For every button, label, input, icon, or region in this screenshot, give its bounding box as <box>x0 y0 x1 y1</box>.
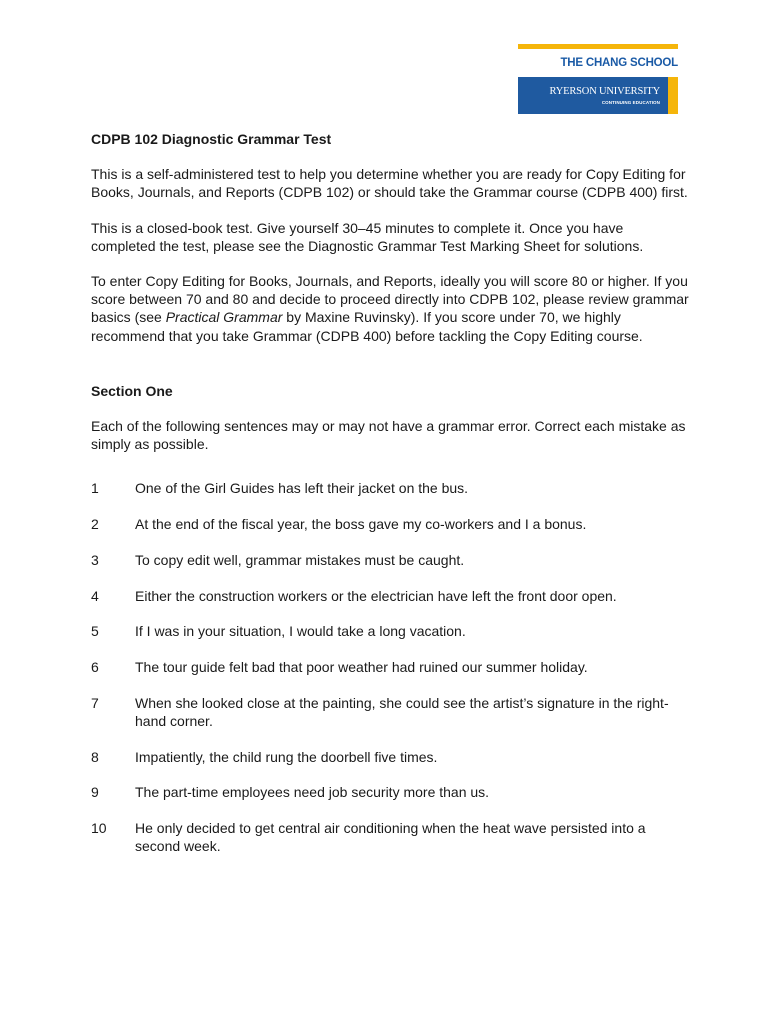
question-number: 6 <box>91 658 99 675</box>
document-title: CDPB 102 Diagnostic Grammar Test <box>91 131 332 147</box>
question-item <box>91 748 691 766</box>
question-number: 3 <box>91 551 99 568</box>
question-number: 10 <box>91 819 107 836</box>
question-number: 7 <box>91 694 99 711</box>
question-text: When she looked close at the painting, she could see the artist’s signature in the right-hand corner. <box>135 694 669 729</box>
intro-paragraph: This is a self-administered test to help you determine whether you are ready for Copy Editing for Books, Journals, and Reports (CDPB 102) or should take the Grammar course (CDPB 400) first. <box>91 166 688 201</box>
question-number: 8 <box>91 748 99 765</box>
question-text: To copy edit well, grammar mistakes must be caught. <box>135 551 465 568</box>
question-text: If I was in your situation, I would take a long vacation. <box>135 623 466 640</box>
section-heading: Section One <box>91 382 173 399</box>
section-instructions: Each of the following sentences may or may not have a grammar error. Correct each mistake as simply as possible. <box>91 418 686 453</box>
question-item <box>91 622 691 640</box>
question-number: 2 <box>91 516 99 533</box>
document-body <box>91 130 691 873</box>
question-item <box>91 658 691 676</box>
question-number: 5 <box>91 623 99 640</box>
question-number: 1 <box>91 480 99 497</box>
instructions-paragraph: This is a closed-book test. Give yourself 30–45 minutes to complete it. Once you have completed the test, please see the Diagnostic Grammar Test Marking Sheet for solutions. <box>91 219 644 254</box>
question-number: 4 <box>91 587 99 604</box>
logo-gold-accent <box>668 77 678 114</box>
question-text: One of the Girl Guides has left their jacket on the bus. <box>135 480 469 497</box>
question-text: Either the construction workers or the electrician have left the front door open. <box>135 587 617 604</box>
logo-blue-box <box>518 77 668 114</box>
logo-division-name: CONTINUING EDUCATION <box>601 100 660 105</box>
question-text: He only decided to get central air conditioning when the heat wave persisted into a second week. <box>135 819 646 855</box>
question-text: Impatiently, the child rung the doorbell five times. <box>135 748 438 765</box>
scoring-text-end: by Maxine Ruvinsky). If you score under 70, we highly recommend that you take Grammar (CDPB 400) before tackling the Copy Editing course. <box>91 309 643 344</box>
question-text: The tour guide felt bad that poor weather had ruined our summer holiday. <box>135 658 588 675</box>
question-item <box>91 551 691 569</box>
question-item <box>91 783 691 801</box>
scoring-text-start: To enter Copy Editing for Books, Journals, and Reports, ideally you will score 80 or higher. If you score between 70 and 80 and decide to proceed directly into CDPB 102, please review grammar basics (see <box>91 273 689 326</box>
question-list <box>91 479 691 855</box>
logo-gold-bar <box>518 44 678 49</box>
question-number: 9 <box>91 784 99 801</box>
scoring-paragraph <box>91 272 691 345</box>
question-item <box>91 479 691 497</box>
logo-school-name: THE CHANG SCHOOL <box>560 57 678 69</box>
chang-school-logo <box>518 44 678 114</box>
question-item <box>91 694 691 730</box>
book-title: Practical Grammar <box>165 309 283 326</box>
spacer <box>91 362 691 382</box>
question-item <box>91 587 691 605</box>
logo-university-name: RYERSON UNIVERSITY <box>549 86 660 97</box>
question-text: At the end of the fiscal year, the boss gave my co-workers and I a bonus. <box>135 516 587 533</box>
question-text: The part-time employees need job security more than us. <box>135 784 490 801</box>
question-item <box>91 819 691 855</box>
question-item <box>91 515 691 533</box>
